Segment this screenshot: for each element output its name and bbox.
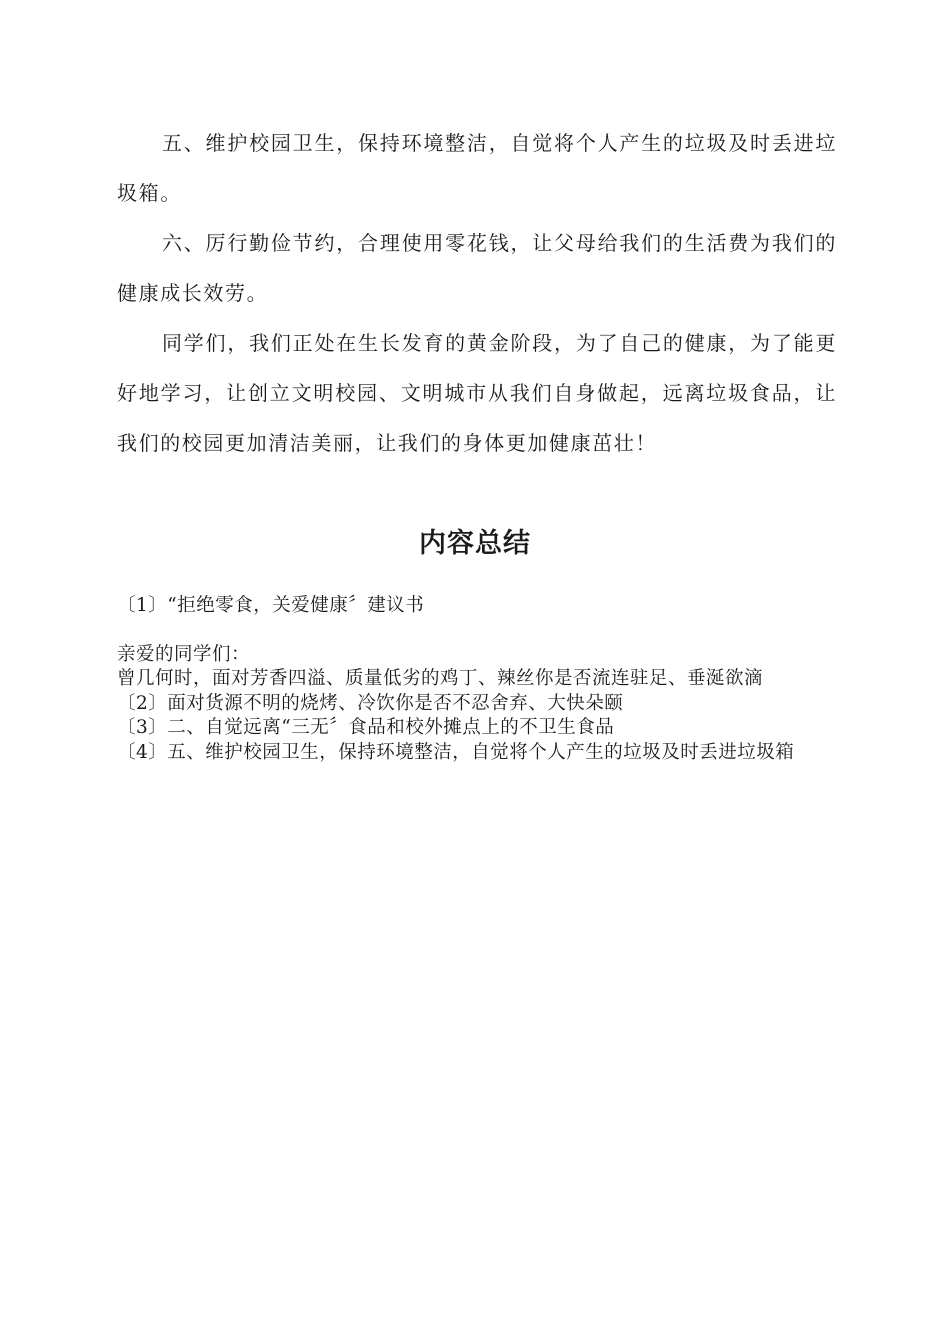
paragraph-five: 五、维护校园卫生，保持环境整洁，自觉将个人产生的垃圾及时丢进垃圾箱。 [117,131,837,205]
summary-salutation: 亲爱的同学们： [117,643,251,665]
body-text [117,118,837,468]
paragraph-closing: 同学们，我们正处在生长发育的黄金阶段，为了自己的健康，为了能更好地学习，让创立文明校园、文明城市从我们自身做起，远离垃圾食品，让我们的校园更加清洁美丽，让我们的身体更加健康茁壮！ [117,331,837,455]
summary-item-1: 〔1〕“拒绝零食，关爱健康〞建议书 [117,595,425,616]
summary-intro-line: 曾几何时，面对芳香四溢、质量低劣的鸡丁、辣丝你是否流连驻足、垂涎欲滴 [117,668,764,689]
summary-spacer [117,619,837,643]
summary-item-3: 〔3〕二、自觉远离“三无〞食品和校外摊点上的不卫生食品 [117,717,615,738]
summary-item-2: 〔2〕面对货源不明的烧烤、冷饮你是否不忍舍弃、大快朵颐 [117,692,624,714]
summary-item-4: 〔4〕五、维护校园卫生，保持环境整洁，自觉将个人产生的垃圾及时丢进垃圾箱 [117,741,795,763]
paragraph-six: 六、厉行勤俭节约，合理使用零花钱，让父母给我们的生活费为我们的健康成长效劳。 [117,231,837,305]
summary-title: 内容总结 [419,528,531,559]
summary-section [117,594,837,765]
